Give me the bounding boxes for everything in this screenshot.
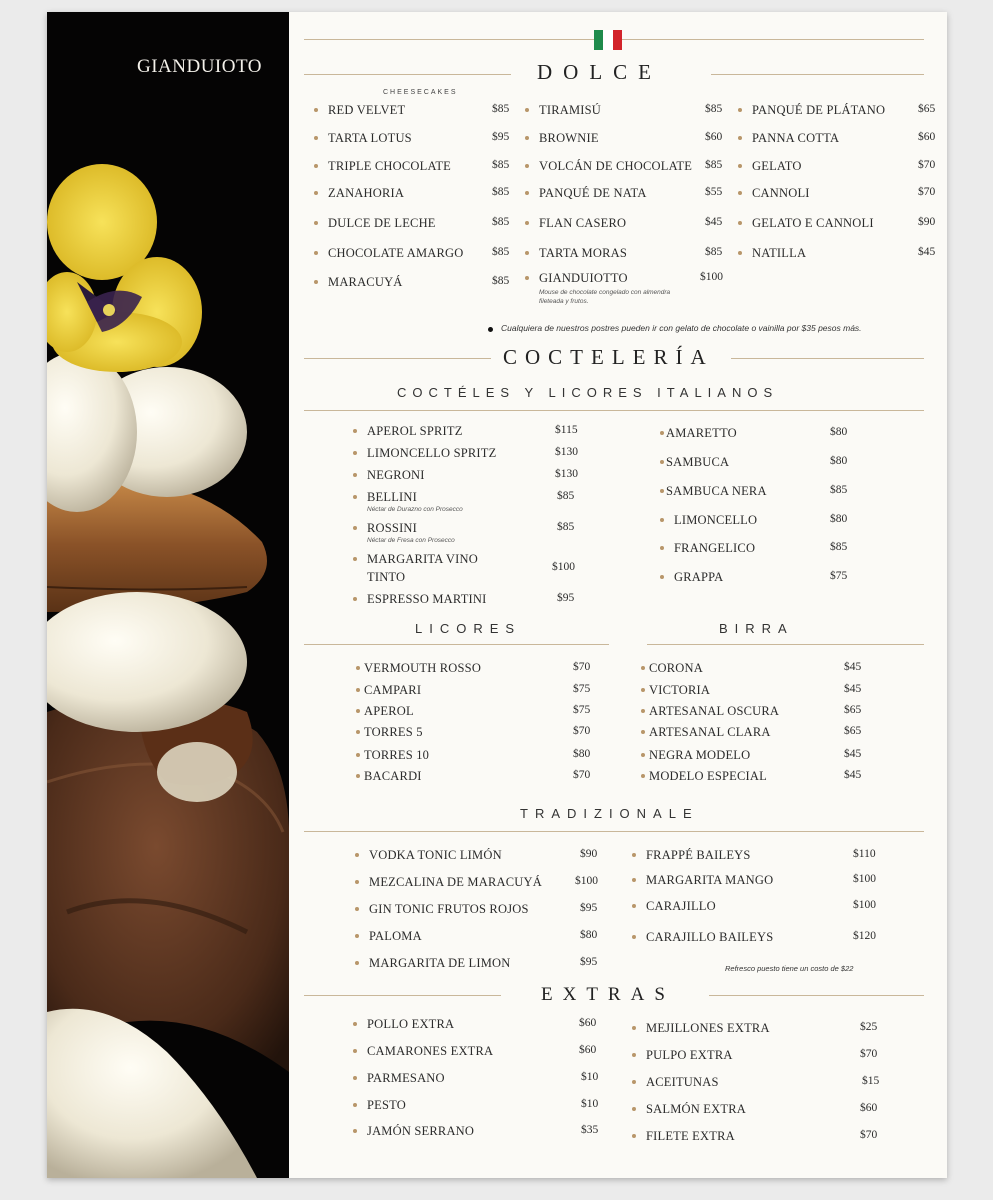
brand-name: GIANDUIOTO — [137, 56, 262, 77]
extras-title: EXTRAS — [541, 984, 675, 1005]
note-bullet-icon — [488, 327, 493, 332]
licores-title: LICORES — [415, 621, 522, 636]
dolce-rule-right — [711, 74, 924, 75]
pansy-flower-icon — [47, 164, 202, 372]
cocteleria-rule-left — [304, 358, 491, 359]
tradizionale-title: TRADIZIONALE — [520, 806, 699, 821]
item-description: Mouse de chocolate congelado con almendra fileteada y frutos. — [539, 289, 671, 305]
tradizionale-rule — [304, 831, 924, 832]
birra-title: BIRRA — [719, 621, 794, 636]
item-description: Néctar de Durazno con Prosecco — [367, 506, 463, 513]
dolce-title: DOLCE — [537, 60, 662, 84]
menu-content: DOLCE CHEESECAKES RED VELVET $85 TARTA LOTUS $95 TRIPLE CHOCOLATE $85 ZANAHORIA $85 DULCE DE LECHE $85 CHOCOLATE AMARGO $85 MARACUYÁ $85 TIRAMISÚ $85 BROWNIE $60 VOLCÁN DE CHOCOLATE $85 PANQUÉ DE NATA $55 FLAN CASERO $45 TARTA MORAS $85 GIANDUIOTTO $100 Mouse de chocolate congelado con almendra fileteada y frutos. PANQUÉ DE PLÁTANO $65 PANNA COTTA $60 GELATO $70 CANNOLI $70 GELATO E CANNOLI $90 NATILLA $45 Cualquiera de nuestros postres pueden ir con gelato de chocolate o vainilla por $35 pesos más. COCTELERÍA COCTÉLES Y LICORES ITALIANOS APEROL SPRITZ $115 LIMONCELLO SPRITZ $130 NEGRONI $130 BELLINI $85 Néctar de Durazno con Prosecco ROSSINI $85 Néctar de Fresa con Prosecco MARGARITA VINO $100 TINTO ESPRESSO MARTINI $95 AMARETTO $80 SAMBUCA $80 SAMBUCA NERA $85 LIMONCELLO $80 FRANGELICO $85 GRAPPA $75 LICORES BIRRA VERMOUTH ROSSO $70 CAMPARI $75 APEROL $75 TORRES 5 $70 TORRES 10 $80 BACARDI $70 CORONA $45 VICTORIA $45 ARTESANAL OSCURA $65 ARTESANAL CLARA $65 NEGRA MODELO $45 MODELO ESPECIAL $45 TRADIZIONALE VODKA TONIC LIMÓN $90 MEZCALINA DE MARACUYÁ $100 GIN TONIC FRUTOS ROJOS $95 PALOMA $80 MARGARITA DE LIMON $95 FRAPPÉ BAILEYS $110 MARGARITA MANGO $100 CARAJILLO $100 CARAJILLO BAILEYS $120 Refresco puesto tiene un costo de $22 EXTRAS POLLO EXTRA $60 CAMARONES EXTRA $60 PARMESANO $10 PESTO $10 JAMÓN SERRANO $35 MEJILLONES EXTRA $25 PULPO EXTRA $70 ACEITUNAS $15 SALMÓN EXTRA $60 FILETE EXTRA $70 — [289, 12, 947, 1178]
dessert-note: Cualquiera de nuestros postres pueden ir con gelato de chocolate o vainilla por $35 pesos más. — [501, 323, 862, 333]
licores-rule — [304, 644, 609, 645]
cheesecakes-label: CHEESECAKES — [383, 89, 458, 96]
dessert-photo — [47, 12, 289, 1178]
dolce-rule-left — [304, 74, 511, 75]
extras-rule-left — [304, 995, 501, 996]
italian-flag-icon — [594, 30, 622, 50]
extras-rule-right — [709, 995, 924, 996]
cocteleria-title: COCTELERÍA — [503, 345, 714, 369]
item-description: Néctar de Fresa con Prosecco — [367, 537, 455, 544]
refresco-note: Refresco puesto tiene un costo de $22 — [725, 964, 854, 973]
cocteles-rule — [304, 410, 924, 411]
birra-rule — [647, 644, 924, 645]
menu-sheet — [47, 12, 947, 1178]
dessert-illustration — [47, 12, 289, 1178]
cocteles-subtitle: COCTÉLES Y LICORES ITALIANOS — [397, 385, 779, 400]
cocteleria-rule-right — [731, 358, 924, 359]
